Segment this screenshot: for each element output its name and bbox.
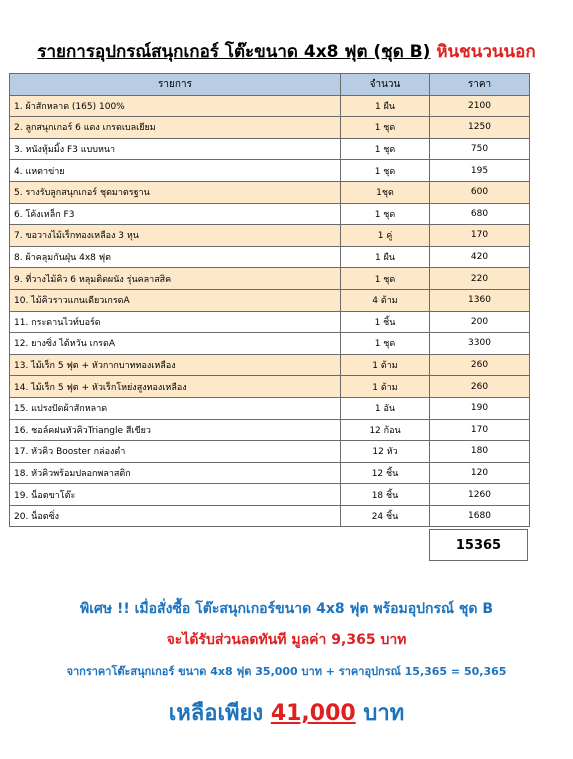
row-qty: 1 ชุด	[341, 333, 430, 355]
table-row	[10, 354, 530, 376]
row-price: 680	[430, 203, 530, 225]
row-item: 17. หัวคิว Booster กล่องดำ	[10, 441, 341, 463]
row-item: 20. น็อตซิ่ง	[10, 505, 341, 527]
promo-line-1: พิเศษ !! เมื่อสั่งซื้อ โต๊ะสนุกเกอร์ขนาด 4x8 ฟุต พร้อมอุปกรณ์ ชุด B	[79, 601, 494, 617]
row-item: 1. ผ้าสักหลาด (165) 100%	[10, 95, 341, 117]
row-price: 1360	[430, 289, 530, 311]
row-qty: 1 ชุด	[341, 203, 430, 225]
table-row	[10, 333, 530, 355]
promo-line-3: จากราคาโต๊ะสนุกเกอร์ ขนาด 4x8 ฟุต 35,000 บาท + ราคาอุปกรณ์ 15,365 = 50,365	[66, 665, 507, 678]
row-item: 8. ผ้าคลุมกันฝุ่น 4x8 ฟุต	[10, 246, 341, 268]
row-item: 13. ไม้เร็ก 5 ฟุต + หัวกากบาททองเหลือง	[10, 354, 341, 376]
table-row	[10, 117, 530, 139]
title-main: รายการอุปกรณ์สนุกเกอร์ โต๊ะขนาด 4x8 ฟุต (ชุด B)	[37, 42, 431, 62]
table-row	[10, 462, 530, 484]
table-row	[10, 441, 530, 463]
title-suffix: หินชนวนนอก	[436, 42, 536, 62]
table-body	[10, 95, 530, 527]
table-row	[10, 397, 530, 419]
row-price: 120	[430, 462, 530, 484]
row-qty: 4 ด้าม	[341, 289, 430, 311]
row-item: 14. ไม้เร็ก 5 ฟุต + หัวเร็กโหย่งสูงทองเหลือง	[10, 376, 341, 398]
row-price: 170	[430, 419, 530, 441]
table-row	[10, 225, 530, 247]
row-item: 12. ยางซิ่ง ไต้หวัน เกรดA	[10, 333, 341, 355]
row-item: 11. กระดานไวท์บอร์ด	[10, 311, 341, 333]
row-qty: 1 ด้าม	[341, 354, 430, 376]
table-row	[10, 484, 530, 506]
row-price: 260	[430, 376, 530, 398]
row-qty: 1 ชิ้น	[341, 311, 430, 333]
row-price: 1250	[430, 117, 530, 139]
row-price: 3300	[430, 333, 530, 355]
row-item: 7. ขอวางไม้เร็กทองเหลือง 3 หุน	[10, 225, 341, 247]
row-qty: 1 ชุด	[341, 268, 430, 290]
row-price: 180	[430, 441, 530, 463]
table-row	[10, 419, 530, 441]
row-item: 19. น็อตขาโต๊ะ	[10, 484, 341, 506]
promo-line-2: จะได้รับส่วนลดทันที มูลค่า 9,365 บาท	[166, 632, 407, 648]
table-row	[10, 505, 530, 527]
row-qty: 1 ผืน	[341, 246, 430, 268]
row-item: 18. หัวคิวพร้อมปลอกพลาสติก	[10, 462, 341, 484]
header-qty: จำนวน	[341, 74, 430, 96]
table-row	[10, 311, 530, 333]
row-price: 220	[430, 268, 530, 290]
row-price: 1680	[430, 505, 530, 527]
row-qty: 1 ชุด	[341, 138, 430, 160]
row-price: 420	[430, 246, 530, 268]
row-qty: 1 คู่	[341, 225, 430, 247]
header-price: ราคา	[430, 74, 530, 96]
promo-final-amount: 41,000	[270, 701, 356, 726]
row-qty: 1 อัน	[341, 397, 430, 419]
row-item: 10. ไม้คิวราวแกนเดียวเกรดA	[10, 289, 341, 311]
header-item: รายการ	[10, 74, 341, 96]
row-price: 1260	[430, 484, 530, 506]
table-row	[10, 289, 530, 311]
promo-line-4	[0, 695, 573, 730]
row-qty: 12 ก้อน	[341, 419, 430, 441]
table-row	[10, 268, 530, 290]
row-price: 190	[430, 397, 530, 419]
table-row	[10, 203, 530, 225]
row-price: 2100	[430, 95, 530, 117]
table-header-row	[10, 74, 530, 96]
table-row	[10, 181, 530, 203]
promo-final-suffix: บาท	[363, 701, 405, 726]
row-qty: 24 ชิ้น	[341, 505, 430, 527]
row-price: 200	[430, 311, 530, 333]
promo-final-prefix: เหลือเพียง	[168, 701, 264, 726]
row-item: 3. หนังหุ้มมิ้ง F3 แบบหนา	[10, 138, 341, 160]
row-qty: 1ชุด	[341, 181, 430, 203]
row-item: 4. แหตาข่าย	[10, 160, 341, 182]
table-row	[10, 138, 530, 160]
row-item: 16. ชอล์คฝนหัวคิวTriangle สีเขียว	[10, 419, 341, 441]
row-item: 9. ที่วางไม้คิว 6 หลุมติดผนัง รุ่นคลาสสิค	[10, 268, 341, 290]
row-item: 5. รางรับลูกสนุกเกอร์ ชุดมาตรฐาน	[10, 181, 341, 203]
row-qty: 1 ด้าม	[341, 376, 430, 398]
row-price: 600	[430, 181, 530, 203]
row-qty: 12 ชิ้น	[341, 462, 430, 484]
row-price: 260	[430, 354, 530, 376]
table-row	[10, 95, 530, 117]
row-item: 2. ลูกสนุกเกอร์ 6 แดง เกรดเบลเยียม	[10, 117, 341, 139]
row-price: 170	[430, 225, 530, 247]
row-qty: 1 ชุด	[341, 117, 430, 139]
total-value: 15365	[429, 529, 528, 561]
row-qty: 1 ชุด	[341, 160, 430, 182]
row-qty: 1 ผืน	[341, 95, 430, 117]
equipment-table	[9, 73, 530, 527]
table-row	[10, 246, 530, 268]
page-title	[0, 38, 573, 65]
table-row	[10, 376, 530, 398]
row-item: 6. โค้งเหล็ก F3	[10, 203, 341, 225]
row-price: 195	[430, 160, 530, 182]
row-item: 15. แปรงปัดผ้าสักหลาด	[10, 397, 341, 419]
row-price: 750	[430, 138, 530, 160]
row-qty: 12 หัว	[341, 441, 430, 463]
row-qty: 18 ชิ้น	[341, 484, 430, 506]
table-row	[10, 160, 530, 182]
